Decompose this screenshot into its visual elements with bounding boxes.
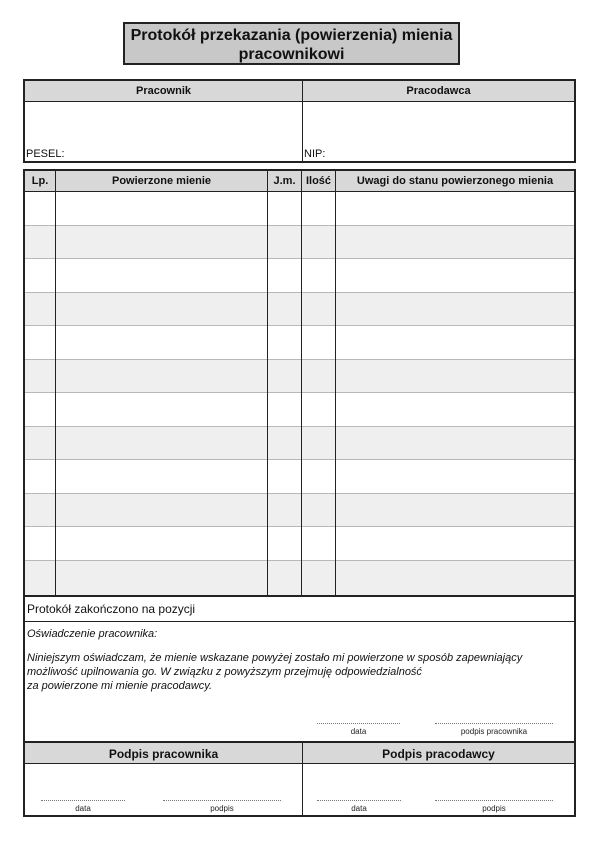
table-row[interactable] — [25, 226, 574, 259]
col-divider-qty — [335, 171, 336, 595]
employee-sign-line[interactable] — [163, 800, 281, 801]
employer-signature-header: Podpis pracodawcy — [382, 747, 495, 761]
table-row[interactable] — [25, 393, 574, 427]
col-divider-unit — [301, 171, 302, 595]
statement-line-1: Niniejszym oświadczam, że mienie wskazane powyżej zostało mi powierzone w sposób zapewniający — [27, 652, 523, 664]
employee-sign-label: podpis — [210, 804, 234, 813]
items-table — [23, 169, 576, 597]
title-line-1: Protokół przekazania (powierzenia) mienia — [130, 27, 453, 44]
employer-field[interactable] — [303, 103, 574, 161]
table-row[interactable] — [25, 460, 574, 494]
pesel-label: PESEL: — [26, 148, 65, 160]
statement-date-line[interactable] — [317, 723, 400, 724]
page-title — [123, 22, 460, 65]
statement-date-label: data — [350, 727, 367, 736]
col-header-lp: Lp. — [31, 175, 49, 187]
table-row[interactable] — [25, 360, 574, 393]
signatures-divider — [302, 743, 303, 815]
employee-date-label: data — [75, 804, 91, 813]
employee-field[interactable] — [25, 103, 302, 161]
employer-date-line[interactable] — [317, 800, 401, 801]
completion-divider — [25, 621, 574, 622]
table-row[interactable] — [25, 494, 574, 527]
statement-line-3: za powierzone mi mienie pracodawcy. — [27, 680, 213, 692]
col-header-qty: Ilość — [305, 175, 332, 187]
table-row[interactable] — [25, 427, 574, 460]
employee-header: Pracownik — [135, 85, 192, 97]
statement-signature-label: podpis pracownika — [460, 727, 528, 736]
employer-sign-line[interactable] — [435, 800, 553, 801]
employer-header: Pracodawca — [406, 85, 471, 97]
col-divider-item — [267, 171, 268, 595]
employee-signature-header: Podpis pracownika — [108, 747, 219, 761]
completion-label: Protokół zakończono na pozycji — [27, 602, 196, 616]
title-line-2: pracownikowi — [238, 46, 345, 63]
items-rows — [25, 192, 574, 595]
table-row[interactable] — [25, 561, 574, 595]
table-row[interactable] — [25, 192, 574, 226]
statement-section — [23, 595, 576, 743]
employer-sign-label: podpis — [482, 804, 506, 813]
col-divider-lp — [55, 171, 56, 595]
table-row[interactable] — [25, 293, 574, 326]
nip-label: NIP: — [304, 148, 326, 160]
table-row[interactable] — [25, 259, 574, 293]
col-header-unit: J.m. — [273, 175, 296, 187]
employer-date-label: data — [351, 804, 367, 813]
statement-heading: Oświadczenie pracownika: — [27, 628, 158, 640]
parties-section — [23, 79, 576, 163]
employee-date-line[interactable] — [41, 800, 125, 801]
col-header-notes: Uwagi do stanu powierzonego mienia — [356, 175, 554, 187]
col-header-item: Powierzone mienie — [111, 175, 212, 187]
table-row[interactable] — [25, 326, 574, 360]
table-row[interactable] — [25, 527, 574, 561]
statement-line-2: możliwość upilnowania go. W związku z powyższym przejmuję odpowiedzialność — [27, 666, 422, 678]
statement-signature-line[interactable] — [435, 723, 553, 724]
signatures-section — [23, 741, 576, 817]
